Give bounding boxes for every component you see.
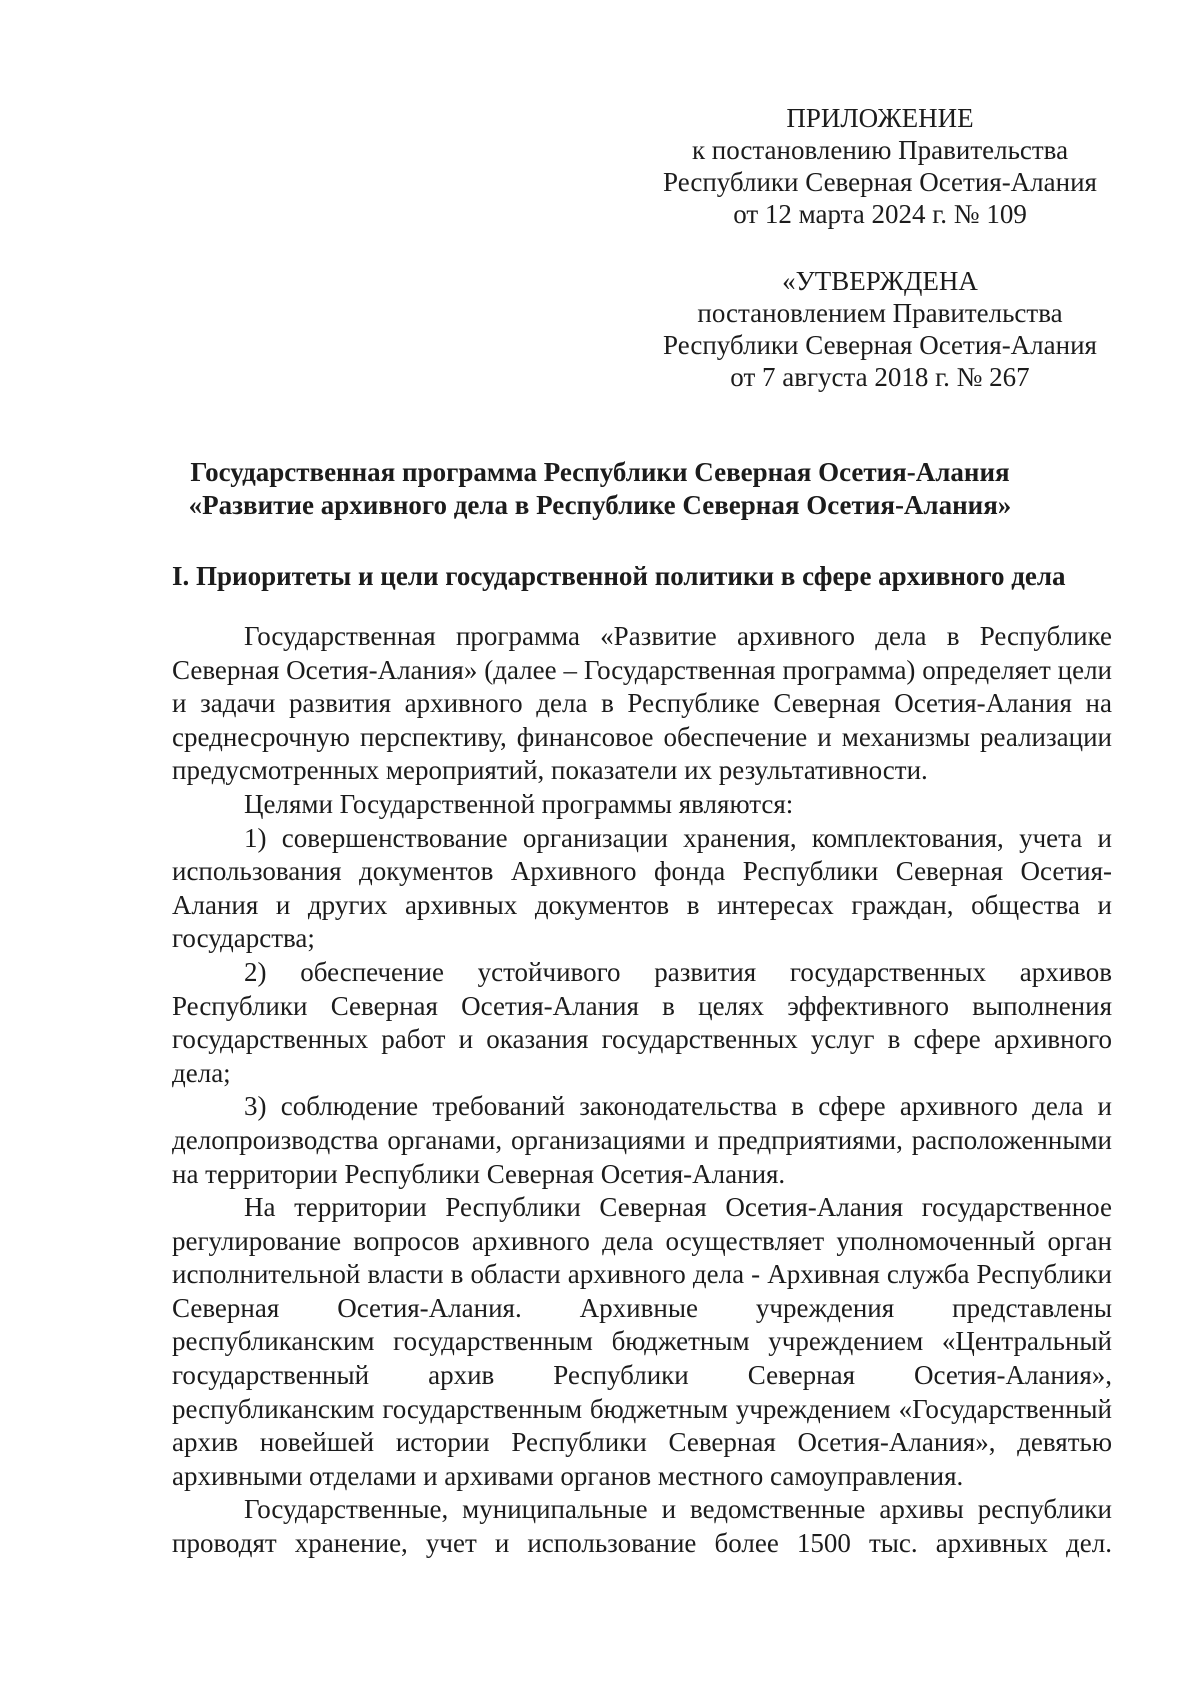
- approved-line-3: от 7 августа 2018 г. № 267: [730, 362, 1030, 392]
- appendix-block: [620, 102, 1140, 230]
- appendix-title: ПРИЛОЖЕНИЕ: [786, 103, 974, 133]
- document-title-line-2: «Развитие архивного дела в Республике Северная Осетия-Алания»: [188, 490, 1012, 520]
- paragraph: Государственная программа «Развитие архивного дела в Республике Северная Осетия-Алания» (далее – Государственная программа) определяет цели и задачи развития архивного дела в Республике Северная Осетия-Алания на среднесрочную перспективу, финансовое обеспечение и механизмы реализации предусмотренных мероприятий, показатели их результативности.: [172, 621, 1112, 786]
- approved-title: «УТВЕРЖДЕНА: [782, 266, 978, 296]
- approved-line-1: постановлением Правительства: [697, 298, 1063, 328]
- paragraph: 2) обеспечение устойчивого развития государственных архивов Республики Северная Осетия-Алания в целях эффективного выполнения государственных работ и оказания государственных услуг в сфере архивного дела;: [172, 956, 1112, 1088]
- paragraph: Государственные, муниципальные и ведомственные архивы республики проводят хранение, учет и использование более 1500 тыс. архивных дел.: [172, 1494, 1112, 1559]
- section-heading: I. Приоритеты и цели государственной политики в сфере архивного дела: [172, 561, 1066, 591]
- appendix-line-3: от 12 марта 2024 г. № 109: [733, 199, 1027, 229]
- paragraph: На территории Республики Северная Осетия-Алания государственное регулирование вопросов архивного дела осуществляет уполномоченный орган исполнительной власти в области архивного дела - Архивная служба Республики Северная Осетия-Алания. Архивные учреждения представлены республиканским государственным бюджетным учреждением «Центральный государственный архив Республики Северная Осетия-Алания», республиканским государственным бюджетным учреждением «Государственный архив новейшей истории Республики Северная Осетия-Алания», девятью архивными отделами и архивами органов местного самоуправления.: [172, 1192, 1112, 1491]
- document-title: [120, 456, 1080, 522]
- document-title-line-1: Государственная программа Республики Северная Осетия-Алания: [190, 457, 1010, 487]
- appendix-line-2: Республики Северная Осетия-Алания: [663, 167, 1097, 197]
- body-text: [172, 620, 1112, 1561]
- approved-block: [620, 265, 1140, 393]
- paragraph: 1) совершенствование организации хранения, комплектования, учета и использования документов Архивного фонда Республики Северная Осетия-Алания и других архивных документов в интересах граждан, общества и государства;: [172, 822, 1112, 954]
- paragraph: 3) соблюдение требований законодательства в сфере архивного дела и делопроизводства органами, организациями и предприятиями, расположенными на территории Республики Северная Осетия-Алания.: [172, 1091, 1112, 1189]
- paragraph: Целями Государственной программы являются:: [244, 788, 794, 819]
- appendix-line-1: к постановлению Правительства: [691, 135, 1069, 165]
- approved-line-2: Республики Северная Осетия-Алания: [663, 330, 1097, 360]
